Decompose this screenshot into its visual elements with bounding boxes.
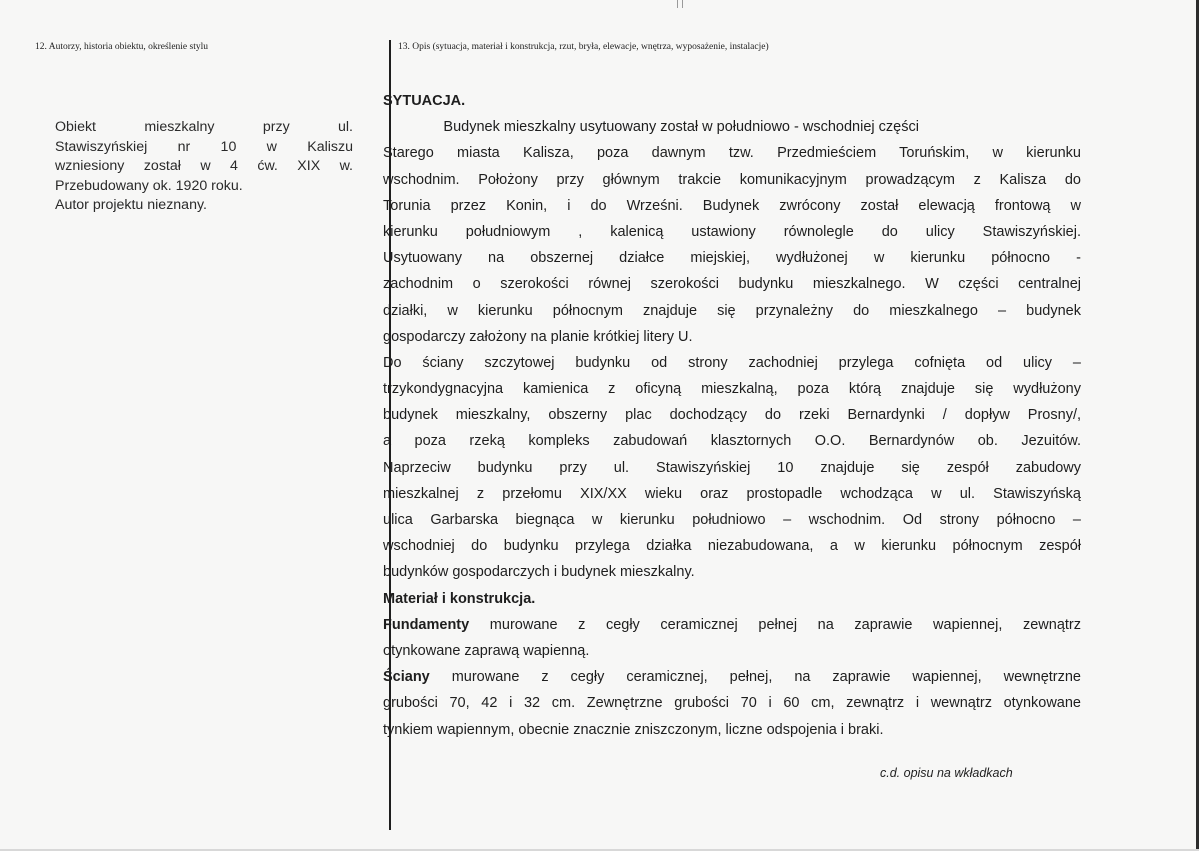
line-text: murowane z cegły ceramicznej, pełnej, na zaprawie wapiennej, wewnętrzne — [429, 669, 1081, 686]
text-line — [383, 533, 1081, 559]
line-text: wschodniej do budynku przylega działka niezabudowana, a w kierunku północnym zespół — [383, 538, 1081, 555]
line-text: Naprzeciw budynku przy ul. Stawiszyńskiej 10 znajduje się zespół zabudowy — [383, 459, 1081, 476]
text-line — [383, 428, 1081, 454]
text-line — [383, 507, 1081, 533]
line-text: gospodarczy założony na planie krótkiej litery U. — [383, 328, 693, 345]
bold-term: Materiał i konstrukcja. — [383, 590, 536, 607]
text-line — [383, 324, 1081, 350]
text-line — [383, 612, 1081, 638]
line-text: Budynek mieszkalny usytuowany został w południowo - wschodniej części — [383, 119, 919, 136]
text-line — [383, 140, 1081, 166]
text-line — [383, 376, 1081, 402]
line-text: wschodnim. Położony przy głównym trakcie komunikacyjnym prowadzącym z Kalisza do — [383, 171, 1081, 188]
text-line — [383, 690, 1081, 716]
line-text: Usytuowany na obszernej działce miejskiej, wydłużonej w kierunku północno - — [383, 250, 1081, 267]
text-line — [383, 717, 1081, 743]
text-line: Obiekt mieszkalny przy ul. — [55, 119, 353, 135]
text-line — [383, 298, 1081, 324]
bold-term: Fundamenty — [383, 616, 470, 633]
line-text: murowane z cegły ceramicznej pełnej na zaprawie wapiennej, zewnątrz — [469, 616, 1081, 633]
text-line: Autor projektu nieznany. — [55, 197, 207, 213]
line-text: a poza rzeką kompleks zabudowań klasztornych O.O. Bernardynów ob. Jezuitów. — [383, 433, 1081, 450]
line-text: budynek mieszkalny, obszerny plac dochodzący do rzeki Bernardynki / dopływ Prosny/, — [383, 407, 1081, 424]
text-line — [383, 271, 1081, 297]
text-line — [383, 402, 1081, 428]
text-line — [383, 350, 1081, 376]
line-text: kierunku południowym , kalenicą ustawiony równolegle do ulicy Stawiszyńskiej. — [383, 223, 1081, 240]
line-text: mieszkalnej z przełomu XIX/XX wieku oraz prostopadle wchodząca w ul. Stawiszyńską — [383, 485, 1081, 502]
text-line — [383, 481, 1081, 507]
continuation-note: c.d. opisu na wkładkach — [880, 766, 1013, 780]
text-line — [383, 664, 1081, 690]
text-line: Stawiszyńskiej nr 10 w Kaliszu — [55, 138, 353, 155]
bold-term: SYTUACJA. — [383, 93, 466, 109]
text-line — [383, 88, 1081, 114]
text-line — [383, 559, 1081, 585]
line-text: tynkiem wapiennym, obecnie znacznie zniszczonym, liczne odspojenia i braki. — [383, 721, 884, 738]
text-line — [383, 586, 1081, 612]
text-line: wzniesiony został w 4 ćw. XIX w. — [55, 158, 353, 174]
line-text: Torunia przez Konin, i do Wrześni. Budynek zwrócony został elewacją frontową w — [383, 197, 1081, 214]
bold-term: Ściany — [383, 669, 430, 686]
text-line — [383, 114, 1081, 140]
section-12-header: 12. Autorzy, historia obiektu, określenie stylu — [35, 42, 208, 52]
line-text: Do ściany szczytowej budynku od strony zachodniej przylega cofnięta od ulicy – — [383, 354, 1081, 371]
text-line — [383, 638, 1081, 664]
line-text: otynkowane zaprawą wapienną. — [383, 642, 590, 659]
line-text: zachodnim o szerokości równej szerokości budynku mieszkalnego. W części centralnej — [383, 276, 1081, 293]
line-text: budynków gospodarczych i budynek mieszkalny. — [383, 564, 695, 581]
line-text: działki, w kierunku północnym znajduje się przynależny do mieszkalnego – budynek — [383, 302, 1081, 319]
text-line — [383, 219, 1081, 245]
scan-mark — [677, 0, 683, 8]
text-line — [383, 455, 1081, 481]
section-13-header: 13. Opis (sytuacja, materiał i konstrukcja, rzut, bryła, elewacje, wnętrza, wyposażenie, instalacje) — [398, 42, 769, 52]
description-text — [383, 88, 1081, 743]
text-line — [383, 193, 1081, 219]
line-text: ulica Garbarska biegnąca w kierunku południowo – wschodnim. Od strony północno – — [383, 512, 1081, 528]
text-line — [383, 167, 1081, 193]
text-line — [383, 245, 1081, 271]
line-text: grubości 70, 42 i 32 cm. Zewnętrzne grubości 70 i 60 cm, zewnątrz i wewnątrz otynkowane — [383, 695, 1081, 712]
text-line: Przebudowany ok. 1920 roku. — [55, 177, 243, 194]
line-text: trzykondygnacyjna kamienica z oficyną mieszkalną, poza którą znajduje się wydłużony — [383, 381, 1081, 398]
line-text: Starego miasta Kalisza, poza dawnym tzw. Przedmieściem Toruńskim, w kierunku — [383, 145, 1081, 162]
authors-history-text — [55, 118, 353, 216]
